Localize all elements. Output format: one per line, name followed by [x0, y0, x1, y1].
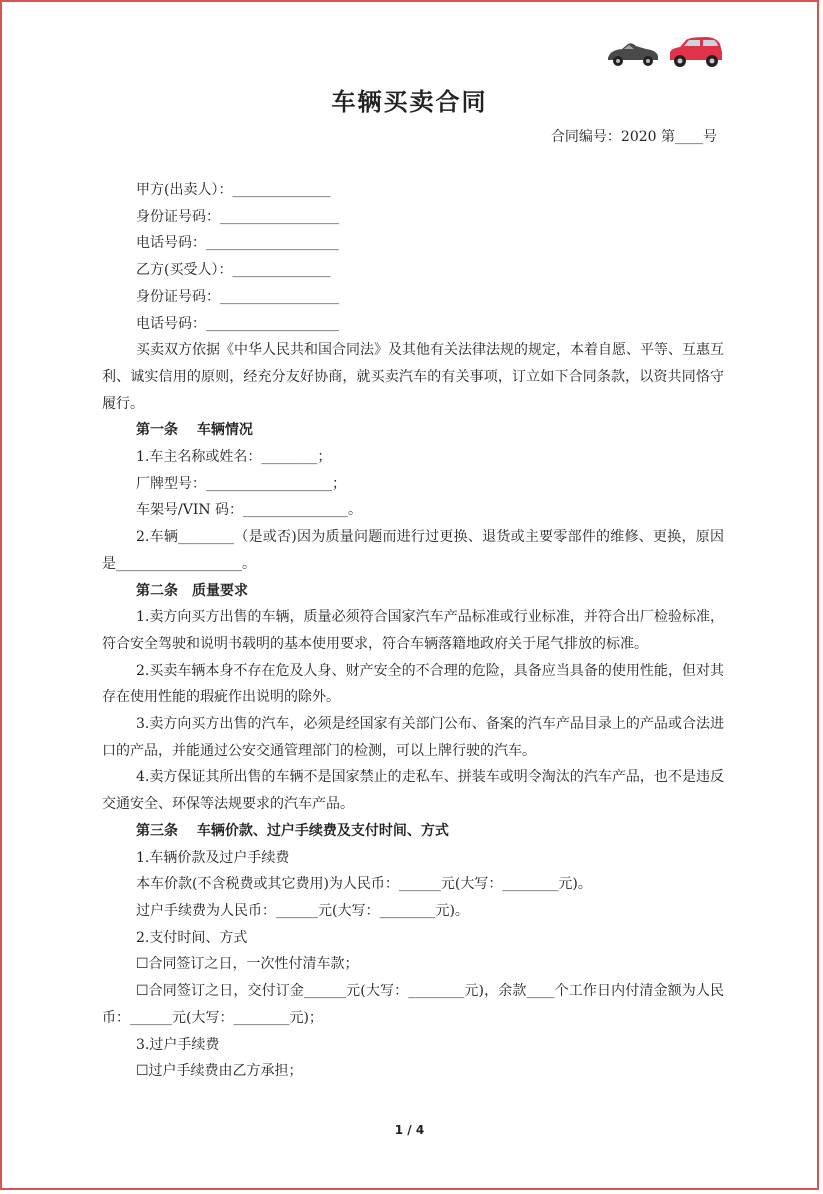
article-2-para: 4.卖方保证其所出售的车辆不是国家禁止的走私车、拼装车或明令淘汰的汽车产品，也不是违反交通安全、环保等法规要求的汽车产品。: [102, 769, 724, 813]
party-a-name: 甲方(出卖人）：______________: [136, 182, 331, 198]
article-1-line: 厂牌型号：__________________；: [136, 475, 346, 492]
car-logo-icon: [606, 32, 726, 72]
article-1-line: 1.车主名称或姓名：________；: [136, 449, 332, 466]
payment-option-lump-sum: ☐合同签订之日，一次性付清车款；: [136, 956, 359, 973]
article-1-line: 车架号/VIN 码：_______________。: [136, 502, 363, 519]
party-a-phone: 电话号码：___________________: [136, 235, 339, 252]
transfer-fee-option: ☐过户手续费由乙方承担；: [136, 1063, 303, 1080]
payment-option-deposit: ☐合同签订之日，交付订金______元(大写：________元)，余款____个工作日内付清金额为人民币：______元(大写：________元)；: [102, 983, 724, 1026]
article-3-line: 3.过户手续费: [136, 1036, 220, 1053]
party-a-id: 身份证号码：_________________: [136, 208, 339, 225]
page-title: 车辆买卖合同: [331, 88, 488, 116]
party-b-id: 身份证号码：_________________: [136, 288, 339, 305]
article-1-heading: 第一条 车辆情况: [136, 422, 253, 439]
article-3-heading: 第三条 车辆价款、过户手续费及支付时间、方式: [136, 822, 449, 839]
article-2-para: 2.买卖车辆本身不存在危及人身、财产安全的不合理的危险，具备应当具备的使用性能，但对其存在使用性能的瑕疵作出说明的除外。: [102, 662, 724, 706]
article-2-para: 1.卖方向买方出售的车辆，质量必须符合国家汽车产品标准或行业标准，并符合出厂检验标准，符合安全驾驶和说明书载明的基本使用要求，符合车辆落籍地政府关于尾气排放的标准。: [102, 609, 724, 652]
article-1-para: 2.车辆________（是或否)因为质量问题而进行过更换、退货或主要零部件的维修、更换，原因是__________________。: [102, 529, 724, 572]
article-2-heading: 第二条 质量要求: [136, 582, 248, 599]
contract-number: 合同编号：2020 第____号: [550, 129, 717, 145]
article-3-line: 本车价款(不含税费或其它费用)为人民币：______元(大写：________元)。: [136, 876, 592, 893]
party-b-phone: 电话号码：___________________: [136, 315, 339, 332]
party-b-name: 乙方(买受人）：______________: [136, 262, 331, 279]
article-3-line: 过户手续费为人民币：______元(大写：________元)。: [136, 902, 469, 919]
page-number: 1 / 4: [394, 1123, 425, 1137]
article-2-para: 3.卖方向买方出售的汽车，必须是经国家有关部门公布、备案的汽车产品目录上的产品或合法进口的产品，并能通过公安交通管理部门的检测，可以上牌行驶的汽车。: [102, 716, 724, 759]
article-3-line: 1.车辆价款及过户手续费: [136, 849, 290, 866]
preamble: 买卖双方依据《中华人民共和国合同法》及其他有关法律法规的规定，本着自愿、平等、互惠互利、诚实信用的原则，经充分友好协商，就买卖汽车的有关事项，订立如下合同条款，以资共同恪守履行。: [102, 342, 724, 412]
article-3-line: 2.支付时间、方式: [136, 929, 248, 946]
contract-body: [102, 177, 724, 1085]
